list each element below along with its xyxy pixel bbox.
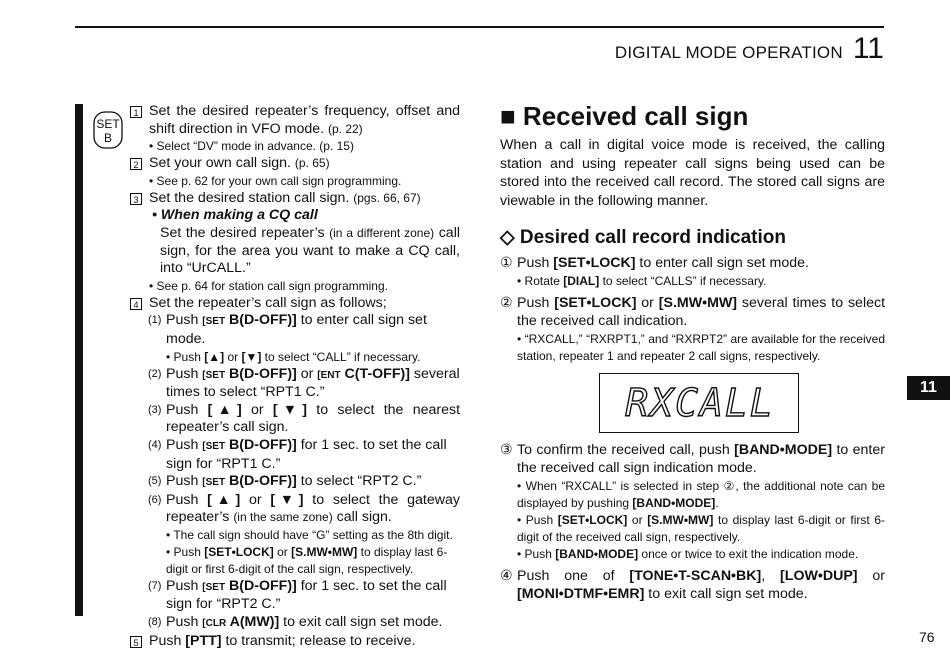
lcd-segment-icon — [600, 374, 800, 434]
cq-call-text: Set the desired repeater’s (in a different zone) call sign, for the area you want to make a CQ call, into “UrCALL.” — [160, 224, 460, 277]
right-step-3-note-2: • Push [SET•LOCK] or [S.MW•MW] to display last 6-digit or first 6-digit of the received call sign, respectively. — [517, 512, 885, 544]
substep-6: (6) Push [▲] or [▼] to select the gateway repeater’s (in the same zone) call sign. — [148, 491, 460, 526]
right-step-3-note-3: • Push [BAND•MODE] once or twice to exit the indication mode. — [517, 546, 859, 561]
step-number-box: 4 — [130, 298, 142, 310]
page-number: 76 — [919, 629, 935, 645]
subsection-title: ◇ Desired call record indication — [500, 227, 786, 248]
section-title: ■ Received call sign — [500, 101, 749, 131]
step-5: 5 Push [PTT] to transmit; release to receive. — [130, 633, 460, 651]
step-number-box: 2 — [130, 158, 142, 170]
step-1: 1 Set the desired repeater’s frequency, offset and shift direction in VFO mode. (p. 22) — [130, 103, 460, 138]
substep-1-note: • Push [▲] or [▼] to select “CALL” if necessary. — [166, 349, 421, 364]
right-step-3-note-1: • When “RXCALL” is selected in step ②, the additional note can be displayed by pushing [BAND•MODE]. — [517, 478, 885, 510]
step-1-note: • Select “DV” mode in advance. (p. 15) — [149, 139, 354, 154]
right-column — [500, 100, 885, 604]
step-2-note: • See p. 62 for your own call sign programming. — [149, 173, 402, 188]
chapter-tab: 11 — [907, 376, 950, 400]
step-3-note: • See p. 64 for station call sign programming. — [149, 278, 388, 293]
substep-8: (8) Push [CLR A(MW)] to exit call sign set mode. — [148, 614, 443, 631]
substep-5: (5) Push [SET B(D-OFF)] to select “RPT2 C.” — [148, 473, 422, 490]
step-4: 4 Set the repeater’s call sign as follows; — [130, 295, 460, 313]
substep-2: (2) Push [SET B(D-OFF)] or [ENT C(T-OFF)] several times to select “RPT1 C.” — [148, 365, 460, 401]
step-number-box: 5 — [130, 636, 142, 648]
chapter-number: 11 — [852, 32, 884, 65]
right-step-1: ① Push [SET•LOCK] to enter call sign set mode. — [500, 255, 809, 271]
badge-line2: B — [103, 131, 112, 145]
substep-6-note-1: • The call sign should have “G” setting as the 8th digit. — [166, 527, 453, 542]
substep-3: (3) Push [▲] or [▼] to select the nearest repeater’s call sign. — [148, 401, 461, 436]
right-step-3: ③ To confirm the received call, push [BAND•MODE] to enter the received call sign indication mode. — [500, 441, 885, 476]
intro-paragraph: When a call in digital voice mode is received, the calling station and using repeater call signs being used can be stored into the received call record. The stored call signs are viewable in the following manner. — [500, 137, 885, 209]
top-rule — [75, 26, 884, 28]
substep-6-note-2: • Push [SET•LOCK] or [S.MW•MW] to display last 6-digit or first 6-digit of the call sign, respectively. — [166, 544, 448, 576]
right-step-4: ④ Push one of [TONE•T-SCAN•BK], [LOW•DUP] or [MONI•DTMF•EMR] to exit call sign set mode. — [500, 567, 885, 602]
header-title: DIGITAL MODE OPERATION — [614, 43, 843, 62]
lcd-display — [599, 373, 799, 433]
lcd-text: RXCALL — [625, 380, 775, 425]
substep-4: (4) Push [SET B(D-OFF)] for 1 sec. to set the call sign for “RPT1 C.” — [148, 436, 447, 472]
set-b-badge — [93, 108, 123, 150]
step-2: 2 Set your own call sign. (p. 65) — [130, 155, 460, 173]
substep-7: (7) Push [SET B(D-OFF)] for 1 sec. to set the call sign for “RPT2 C.” — [148, 577, 447, 613]
left-section-bar — [75, 104, 83, 616]
step-number-box: 3 — [130, 193, 142, 205]
substep-1: (1) Push [SET B(D-OFF)] to enter call sign set mode. — [148, 312, 427, 347]
right-step-2: ② Push [SET•LOCK] or [S.MW•MW] several times to select the received call indication. — [500, 294, 886, 329]
badge-line1: SET — [96, 117, 120, 131]
cq-call-heading: • When making a CQ call — [152, 207, 318, 224]
step-number-box: 1 — [130, 106, 142, 118]
page-header — [615, 32, 884, 66]
right-step-1-note: • Rotate [DIAL] to select “CALLS” if necessary. — [517, 273, 767, 288]
right-step-2-note: • “RXCALL,” “RXRPT1,” and “RXRPT2” are available for the received station, repeater 1 and repeater 2 call signs, respectively. — [517, 331, 885, 363]
step-3: 3 Set the desired station call sign. (pgs. 66, 67) — [130, 190, 460, 208]
left-column — [130, 103, 460, 650]
